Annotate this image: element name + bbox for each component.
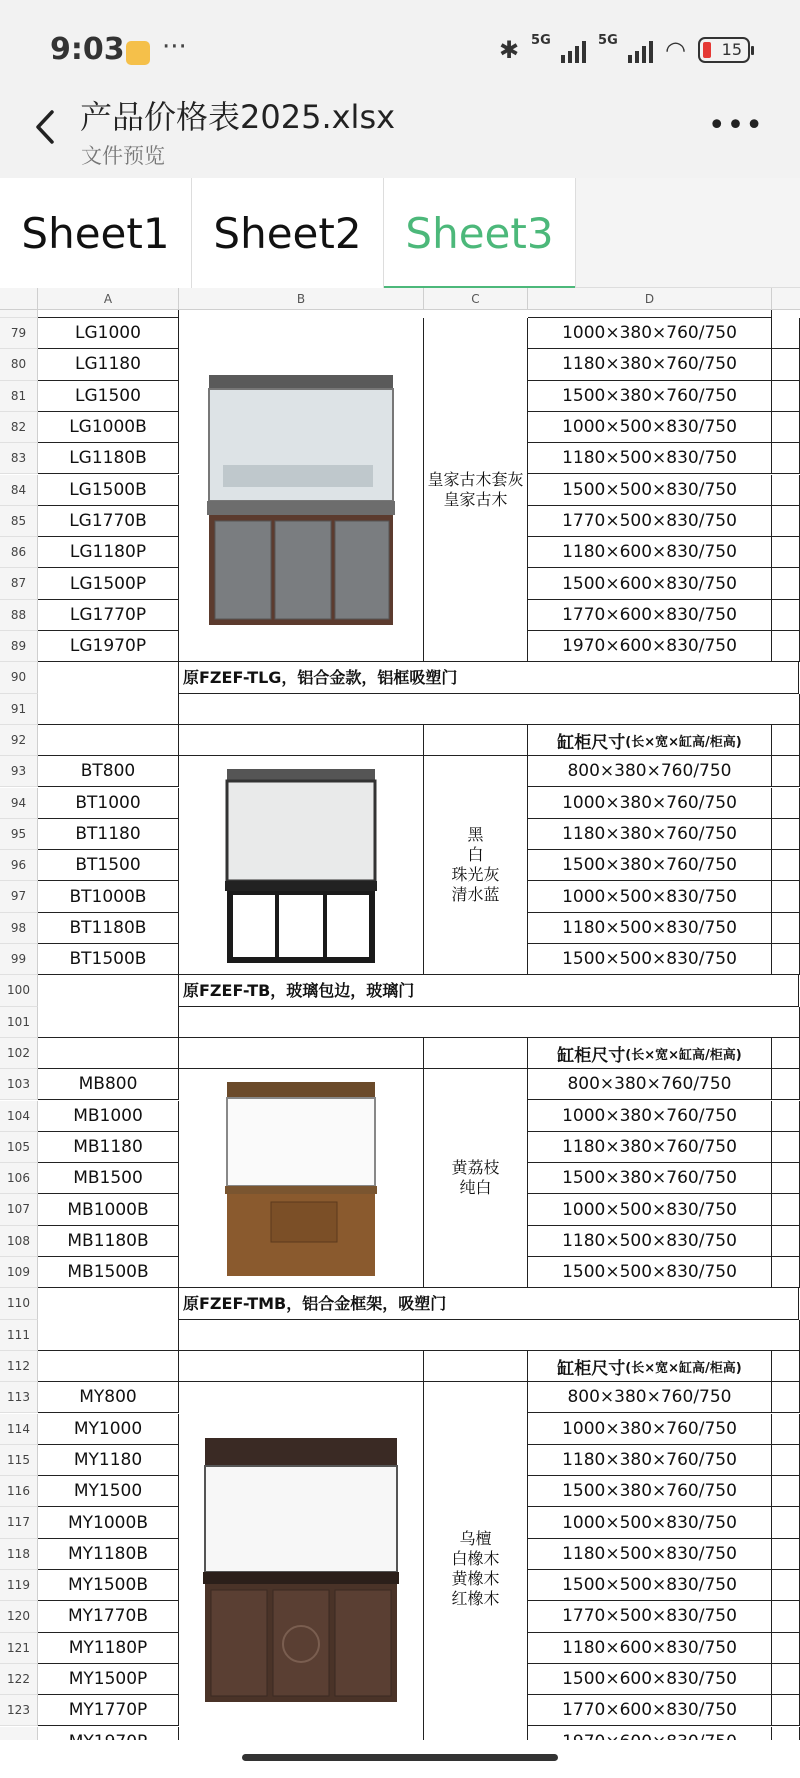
model-cell[interactable]: LG1770B: [38, 506, 179, 537]
tab-sheet1[interactable]: Sheet1: [0, 178, 192, 288]
color-option: 黑: [467, 825, 484, 845]
cell-empty[interactable]: [772, 381, 800, 412]
size-cell[interactable]: 1500×380×760/750: [528, 381, 772, 412]
size-cell[interactable]: 1770×500×830/750: [528, 506, 772, 537]
cell-empty[interactable]: [772, 881, 800, 912]
model-cell[interactable]: LG1000B: [38, 412, 179, 443]
cell-empty[interactable]: [772, 725, 800, 756]
color-option: 珠光灰: [451, 865, 500, 885]
model-cell[interactable]: BT1500B: [38, 944, 179, 975]
row-number: 120: [0, 1601, 38, 1632]
size-cell[interactable]: 1180×500×830/750: [528, 443, 772, 474]
column-header-e[interactable]: [772, 288, 800, 310]
row-number: 83: [0, 443, 38, 474]
color-option: 黄荔枝: [451, 1158, 500, 1178]
row-number: 93: [0, 756, 38, 787]
model-cell[interactable]: MY1770B: [38, 1601, 179, 1632]
cell-empty[interactable]: [772, 788, 800, 819]
cell-empty[interactable]: [772, 443, 800, 474]
size-cell[interactable]: 1180×500×830/750: [528, 1539, 772, 1570]
row-number: 95: [0, 819, 38, 850]
cell-partial: [38, 1727, 179, 1741]
row-number: 102: [0, 1038, 38, 1069]
row-number: 79: [0, 318, 38, 349]
note-empty-cell[interactable]: [179, 694, 800, 725]
color-option: 纯白: [459, 1178, 492, 1198]
size-cell[interactable]: 1180×500×830/750: [528, 1226, 772, 1257]
cell-empty[interactable]: [772, 600, 800, 631]
row-number: 106: [0, 1163, 38, 1194]
row-number: 119: [0, 1570, 38, 1601]
product-image-cell[interactable]: [179, 318, 424, 662]
row-number: 85: [0, 506, 38, 537]
model-cell[interactable]: MY1500: [38, 1476, 179, 1507]
row-number: 92: [0, 725, 38, 756]
note-text-cell[interactable]: 原FZEF-TLG，铝合金款，铝框吸塑门: [179, 662, 799, 693]
row-number: 98: [0, 913, 38, 944]
model-cell[interactable]: MB1180: [38, 1132, 179, 1163]
row-number: 111: [0, 1320, 38, 1351]
size-cell[interactable]: 1180×380×760/750: [528, 349, 772, 380]
header-photo[interactable]: [179, 1038, 424, 1069]
row-number: 103: [0, 1069, 38, 1100]
cell-empty[interactable]: [772, 1695, 800, 1726]
sheet-tabs: [0, 178, 800, 288]
signal-icon-1: [531, 33, 586, 63]
model-cell[interactable]: MY800: [38, 1382, 179, 1413]
cell-partial: [38, 310, 179, 318]
cell-empty[interactable]: [772, 1194, 800, 1225]
size-cell[interactable]: 1500×500×830/750: [528, 1570, 772, 1601]
row-number: 88: [0, 600, 38, 631]
color-cell[interactable]: [424, 756, 528, 975]
product-image-cell[interactable]: [179, 756, 424, 975]
notification-app-icon: [126, 41, 150, 65]
note-label-cell[interactable]: [38, 975, 179, 1038]
more-options-icon[interactable]: •••: [707, 108, 764, 143]
size-cell[interactable]: 1000×500×830/750: [528, 881, 772, 912]
row-number: 109: [0, 1257, 38, 1288]
product-image-cell[interactable]: [179, 1069, 424, 1288]
color-cell[interactable]: [424, 1069, 528, 1288]
row-number: 100: [0, 975, 38, 1006]
model-cell[interactable]: BT1180: [38, 819, 179, 850]
header-size-sub: (长×宽×缸高/柜高): [625, 1360, 742, 1376]
cell-empty[interactable]: [772, 1163, 800, 1194]
size-cell[interactable]: 1770×600×830/750: [528, 1695, 772, 1726]
header-size[interactable]: [528, 725, 772, 756]
size-cell[interactable]: 1000×500×830/750: [528, 412, 772, 443]
cell-empty[interactable]: [772, 913, 800, 944]
model-cell[interactable]: LG1180P: [38, 537, 179, 568]
cell-empty[interactable]: [772, 1664, 800, 1695]
grey-cabinet-image: [203, 355, 399, 625]
cell-empty[interactable]: [772, 318, 800, 349]
model-cell[interactable]: MY1500B: [38, 1570, 179, 1601]
color-cell[interactable]: [424, 1382, 528, 1758]
model-cell[interactable]: LG1500P: [38, 568, 179, 599]
header-photo[interactable]: [179, 725, 424, 756]
row-number: 87: [0, 568, 38, 599]
row-number: 81: [0, 381, 38, 412]
row-number: 99: [0, 944, 38, 975]
row-number: 97: [0, 881, 38, 912]
spreadsheet-grid[interactable]: [0, 288, 800, 1740]
model-cell[interactable]: MY1180P: [38, 1633, 179, 1664]
size-cell[interactable]: 1180×380×760/750: [528, 1445, 772, 1476]
cell-empty[interactable]: [772, 944, 800, 975]
model-cell[interactable]: BT1180B: [38, 913, 179, 944]
row-number: 118: [0, 1539, 38, 1570]
size-cell[interactable]: 1000×500×830/750: [528, 1507, 772, 1538]
model-cell[interactable]: LG1970P: [38, 631, 179, 662]
model-cell[interactable]: MY1770P: [38, 1695, 179, 1726]
model-cell[interactable]: MB1000B: [38, 1194, 179, 1225]
cell-empty[interactable]: [772, 819, 800, 850]
size-cell[interactable]: 1500×380×760/750: [528, 1163, 772, 1194]
dark-wood-cabinet-image: [201, 1434, 401, 1704]
header-model[interactable]: [38, 1038, 179, 1069]
header-color[interactable]: [424, 725, 528, 756]
note-label-cell[interactable]: [38, 662, 179, 725]
cell-empty[interactable]: [772, 568, 800, 599]
color-option: 清水蓝: [451, 885, 500, 905]
column-header-c[interactable]: C: [424, 288, 528, 310]
header-color[interactable]: [424, 1038, 528, 1069]
model-cell[interactable]: MB800: [38, 1069, 179, 1100]
model-cell[interactable]: MY1000B: [38, 1507, 179, 1538]
cell-empty[interactable]: [772, 537, 800, 568]
model-cell[interactable]: LG1000: [38, 318, 179, 349]
back-arrow-icon[interactable]: [26, 102, 66, 152]
cell-partial: [528, 310, 772, 318]
tab-sheet2[interactable]: Sheet2: [192, 178, 384, 288]
note-empty-cell[interactable]: [179, 1007, 800, 1038]
color-option: 乌檀: [459, 1529, 492, 1549]
network-type-label: 5G: [531, 33, 551, 48]
row-number: 114: [0, 1414, 38, 1445]
color-cell[interactable]: [424, 318, 528, 662]
row-number: 91: [0, 694, 38, 725]
row-number: 108: [0, 1226, 38, 1257]
color-option: 红橡木: [451, 1589, 500, 1609]
cell-empty[interactable]: [772, 412, 800, 443]
header-size[interactable]: [528, 1351, 772, 1382]
row-number: 122: [0, 1664, 38, 1695]
row-number: 89: [0, 631, 38, 662]
cell-empty[interactable]: [772, 506, 800, 537]
white-glass-cabinet-image: [221, 765, 381, 965]
cell-empty[interactable]: [772, 1101, 800, 1132]
cell-empty[interactable]: [772, 1226, 800, 1257]
row-number-partial: [0, 1727, 38, 1741]
model-cell[interactable]: LG1500B: [38, 475, 179, 506]
size-cell[interactable]: 1500×380×760/750: [528, 1476, 772, 1507]
title-bar: [0, 96, 800, 178]
size-cell[interactable]: 1500×600×830/750: [528, 1664, 772, 1695]
row-number: 113: [0, 1382, 38, 1413]
cell-empty[interactable]: [772, 631, 800, 662]
size-cell[interactable]: 1000×500×830/750: [528, 1194, 772, 1225]
cell-empty[interactable]: [772, 1507, 800, 1538]
cell-empty[interactable]: [772, 349, 800, 380]
row-number: 80: [0, 349, 38, 380]
size-cell[interactable]: 1000×380×760/750: [528, 318, 772, 349]
header-size-main: 缸柜尺寸: [557, 732, 626, 753]
size-cell[interactable]: 1500×500×830/750: [528, 1257, 772, 1288]
row-number-partial: [0, 310, 38, 318]
model-cell[interactable]: LG1770P: [38, 600, 179, 631]
header-color[interactable]: [424, 1351, 528, 1382]
tab-sheet3[interactable]: Sheet3: [384, 178, 576, 288]
row-number: 101: [0, 1007, 38, 1038]
row-number: 123: [0, 1695, 38, 1726]
size-cell[interactable]: 1500×600×830/750: [528, 568, 772, 599]
color-option: 皇家古木: [443, 489, 508, 509]
cell-empty[interactable]: [772, 1539, 800, 1570]
model-cell[interactable]: MY1180: [38, 1445, 179, 1476]
note-label-cell[interactable]: [38, 1288, 179, 1351]
model-cell[interactable]: MY1000: [38, 1414, 179, 1445]
color-option: 白橡木: [451, 1549, 500, 1569]
model-cell[interactable]: MB1500: [38, 1163, 179, 1194]
file-subtitle: 文件预览: [81, 144, 165, 168]
size-cell[interactable]: 800×380×760/750: [528, 1382, 772, 1413]
size-cell[interactable]: 1000×380×760/750: [528, 1414, 772, 1445]
row-number: 107: [0, 1194, 38, 1225]
corner-cell: [0, 288, 38, 310]
cell-empty[interactable]: [772, 1132, 800, 1163]
row-number: 110: [0, 1288, 38, 1319]
model-cell[interactable]: MY1500P: [38, 1664, 179, 1695]
model-cell[interactable]: MB1000: [38, 1101, 179, 1132]
size-cell[interactable]: 1500×500×830/750: [528, 475, 772, 506]
battery-icon: [698, 37, 750, 63]
size-cell[interactable]: 1180×600×830/750: [528, 1633, 772, 1664]
size-cell[interactable]: 1770×600×830/750: [528, 600, 772, 631]
size-cell[interactable]: 1500×380×760/750: [528, 850, 772, 881]
cell-empty[interactable]: [772, 1476, 800, 1507]
cell-empty[interactable]: [772, 1257, 800, 1288]
row-number: 84: [0, 475, 38, 506]
header-size-main: 缸柜尺寸: [557, 1358, 626, 1379]
battery-level: 15: [721, 40, 742, 59]
header-size[interactable]: [528, 1038, 772, 1069]
signal-icon-2: [598, 33, 653, 63]
wifi-icon: ◠: [665, 36, 686, 64]
file-title: 产品价格表2025.xlsx: [80, 98, 396, 136]
column-header-b[interactable]: B: [179, 288, 424, 310]
color-option: 白: [467, 845, 484, 865]
column-header-bar: [0, 288, 800, 310]
row-number: 96: [0, 850, 38, 881]
network-type-label-2: 5G: [598, 33, 618, 48]
cell-empty[interactable]: [772, 1601, 800, 1632]
column-header-d[interactable]: D: [528, 288, 772, 310]
color-option: 皇家古木套灰: [427, 469, 524, 489]
row-number: 94: [0, 788, 38, 819]
cell-empty[interactable]: [772, 1445, 800, 1476]
cell-empty[interactable]: [772, 850, 800, 881]
size-cell[interactable]: 800×380×760/750: [528, 756, 772, 787]
size-cell[interactable]: 1180×380×760/750: [528, 1132, 772, 1163]
model-cell[interactable]: BT1000: [38, 788, 179, 819]
row-number: 90: [0, 662, 38, 693]
model-cell[interactable]: LG1180: [38, 349, 179, 380]
model-cell[interactable]: LG1180B: [38, 443, 179, 474]
model-cell[interactable]: MB1500B: [38, 1257, 179, 1288]
header-model[interactable]: [38, 1351, 179, 1382]
header-size-sub: (长×宽×缸高/柜高): [625, 1047, 742, 1063]
row-number: 112: [0, 1351, 38, 1382]
cell-empty[interactable]: [772, 1038, 800, 1069]
note-text-cell[interactable]: 原FZEF-TB，玻璃包边，玻璃门: [179, 975, 799, 1006]
size-cell[interactable]: 1500×500×830/750: [528, 944, 772, 975]
bluetooth-icon: ✱: [498, 36, 520, 64]
cell-empty[interactable]: [772, 1414, 800, 1445]
row-number: 121: [0, 1633, 38, 1664]
cell-empty[interactable]: [772, 1069, 800, 1100]
size-cell[interactable]: 1180×600×830/750: [528, 537, 772, 568]
note-text-cell[interactable]: 原FZEF-TMB，铝合金框架，吸塑门: [179, 1288, 799, 1319]
model-cell[interactable]: BT1500: [38, 850, 179, 881]
product-image-cell[interactable]: [179, 1382, 424, 1758]
header-photo[interactable]: [179, 1351, 424, 1382]
home-indicator[interactable]: [242, 1754, 558, 1761]
row-number: 117: [0, 1507, 38, 1538]
size-cell[interactable]: 1180×500×830/750: [528, 913, 772, 944]
cell-empty[interactable]: [772, 756, 800, 787]
color-option: 黄橡木: [451, 1569, 500, 1589]
cell-partial: [528, 1727, 772, 1741]
row-number: 116: [0, 1476, 38, 1507]
size-cell[interactable]: 1000×380×760/750: [528, 788, 772, 819]
more-notifications-icon: ···: [162, 32, 187, 62]
cell-empty[interactable]: [772, 1570, 800, 1601]
column-header-a[interactable]: A: [38, 288, 179, 310]
cell-empty[interactable]: [772, 1351, 800, 1382]
row-number: 104: [0, 1101, 38, 1132]
row-number: 82: [0, 412, 38, 443]
header-size-sub: (长×宽×缸高/柜高): [625, 734, 742, 750]
cell-empty[interactable]: [772, 475, 800, 506]
model-cell[interactable]: BT1000B: [38, 881, 179, 912]
wood-cabinet-image: [221, 1078, 381, 1278]
size-cell[interactable]: 1970×600×830/750: [528, 631, 772, 662]
model-cell[interactable]: MY1180B: [38, 1539, 179, 1570]
status-time: 9:03: [50, 32, 125, 67]
gesture-bar: [0, 1740, 800, 1778]
header-size-main: 缸柜尺寸: [557, 1045, 626, 1066]
cell-empty[interactable]: [772, 1633, 800, 1664]
size-cell[interactable]: 1180×380×760/750: [528, 819, 772, 850]
size-cell[interactable]: 800×380×760/750: [528, 1069, 772, 1100]
header-model[interactable]: [38, 725, 179, 756]
size-cell[interactable]: 1770×500×830/750: [528, 1601, 772, 1632]
size-cell[interactable]: 1000×380×760/750: [528, 1101, 772, 1132]
model-cell[interactable]: MB1180B: [38, 1226, 179, 1257]
note-empty-cell[interactable]: [179, 1320, 800, 1351]
cell-empty[interactable]: [772, 1382, 800, 1413]
status-bar: [0, 0, 800, 96]
model-cell[interactable]: BT800: [38, 756, 179, 787]
row-number: 115: [0, 1445, 38, 1476]
row-number: 86: [0, 537, 38, 568]
model-cell[interactable]: LG1500: [38, 381, 179, 412]
row-number: 105: [0, 1132, 38, 1163]
